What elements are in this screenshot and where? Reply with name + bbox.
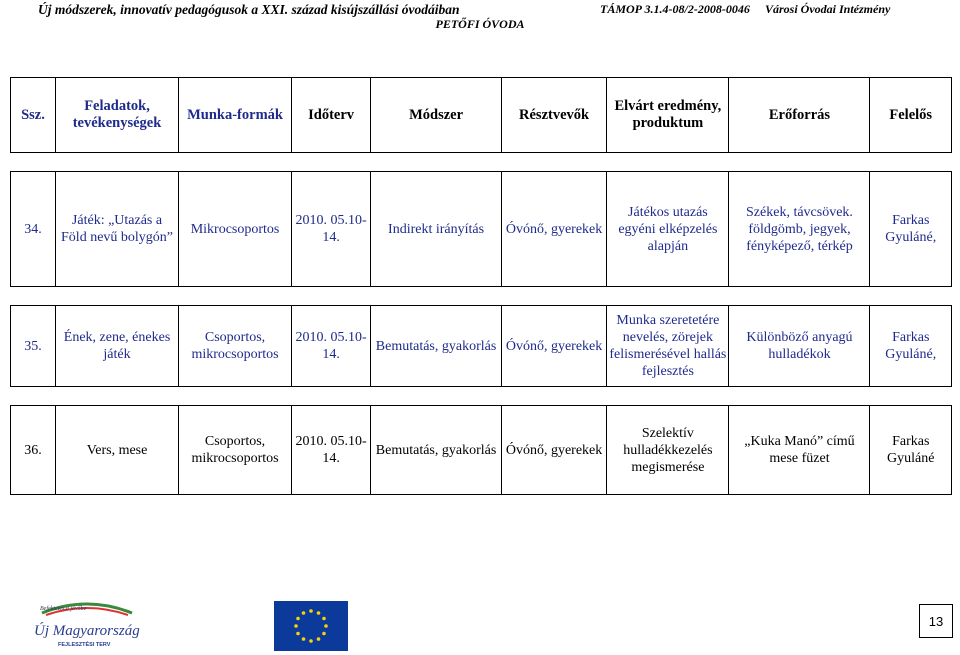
- table-cell: Bemutatás, gyakorlás: [371, 406, 502, 495]
- table-cell: Csoportos, mikrocsoportos: [179, 306, 292, 387]
- table-cell: Bemutatás, gyakorlás: [371, 306, 502, 387]
- table-cell: Óvónő, gyerekek: [501, 306, 606, 387]
- header-cell: Elvárt eredmény, produktum: [607, 78, 729, 153]
- table-row: [11, 306, 952, 387]
- header-cell: Felelős: [870, 78, 952, 153]
- table-cell: Farkas Gyuláné,: [870, 172, 952, 287]
- header-institution: Városi Óvodai Intézmény: [765, 2, 891, 16]
- header-subtitle: PETŐFI ÓVODA: [435, 17, 525, 31]
- table-cell: 36.: [11, 406, 56, 495]
- header-cell: Módszer: [371, 78, 502, 153]
- table-cell: Farkas Gyuláné: [870, 406, 952, 495]
- table-cell: Különböző anyagú hulladékok: [729, 306, 870, 387]
- eu-star: [322, 632, 326, 636]
- eu-star: [317, 637, 321, 641]
- table-cell: Játék: „Utazás a Föld nevű bolygón”: [55, 172, 178, 287]
- activity-plan-table: [10, 77, 952, 495]
- eu-star: [322, 617, 326, 621]
- table-cell: 2010. 05.10-14.: [291, 306, 370, 387]
- table-row: [11, 406, 952, 495]
- eu-star: [302, 611, 306, 615]
- eu-star: [296, 632, 300, 636]
- table-cell: Csoportos, mikrocsoportos: [179, 406, 292, 495]
- logo-tagline: Befektetés a jövőbe: [40, 606, 87, 612]
- table-cell: 2010. 05.10-14.: [291, 172, 370, 287]
- table-cell: Munka szeretetére nevelés, zörejek felismerésével hallás fejlesztés: [607, 306, 729, 387]
- eu-star: [317, 611, 321, 615]
- uj-magyarorszag-logo: [32, 599, 142, 651]
- table-cell: Óvónő, gyerekek: [501, 172, 606, 287]
- header-cell: Munka-formák: [179, 78, 292, 153]
- table-cell: Óvónő, gyerekek: [501, 406, 606, 495]
- table-cell: Mikrocsoportos: [179, 172, 292, 287]
- table-cell: Játékos utazás egyéni elképzelés alapján: [607, 172, 729, 287]
- eu-star: [296, 617, 300, 621]
- table-cell: Székek, távcsövek. földgömb, jegyek, fényképező, térkép: [729, 172, 870, 287]
- eu-star: [309, 639, 313, 643]
- header-project-code: TÁMOP 3.1.4-08/2-2008-0046: [600, 2, 750, 16]
- table-cell: 35.: [11, 306, 56, 387]
- header-cell: Időterv: [291, 78, 370, 153]
- eu-star: [324, 624, 328, 628]
- logo-main-text: Új Magyarország: [34, 623, 140, 639]
- table-cell: 34.: [11, 172, 56, 287]
- table-header-row: [11, 78, 952, 153]
- logo-sub-text: FEJLESZTÉSI TERV: [58, 642, 111, 648]
- table-cell: Indirekt irányítás: [371, 172, 502, 287]
- table-cell: Vers, mese: [55, 406, 178, 495]
- header-cell: Feladatok, tevékenységek: [55, 78, 178, 153]
- eu-star: [302, 637, 306, 641]
- header-cell: Ssz.: [11, 78, 56, 153]
- header-cell: Erőforrás: [729, 78, 870, 153]
- table-cell: Ének, zene, énekes játék: [55, 306, 178, 387]
- table-row: [11, 172, 952, 287]
- table-cell: Farkas Gyuláné,: [870, 306, 952, 387]
- table-cell: „Kuka Manó” című mese füzet: [729, 406, 870, 495]
- eu-star: [294, 624, 298, 628]
- page-number: 13: [919, 604, 953, 638]
- header-cell: Résztvevők: [501, 78, 606, 153]
- eu-flag-icon: [274, 601, 348, 651]
- page-header: [0, 0, 960, 32]
- eu-star: [309, 609, 313, 613]
- table-cell: Szelektív hulladékkezelés megismerése: [607, 406, 729, 495]
- header-title: Új módszerek, innovatív pedagógusok a XXI. század kisújszállási óvodáiban: [38, 2, 460, 17]
- table-cell: 2010. 05.10-14.: [291, 406, 370, 495]
